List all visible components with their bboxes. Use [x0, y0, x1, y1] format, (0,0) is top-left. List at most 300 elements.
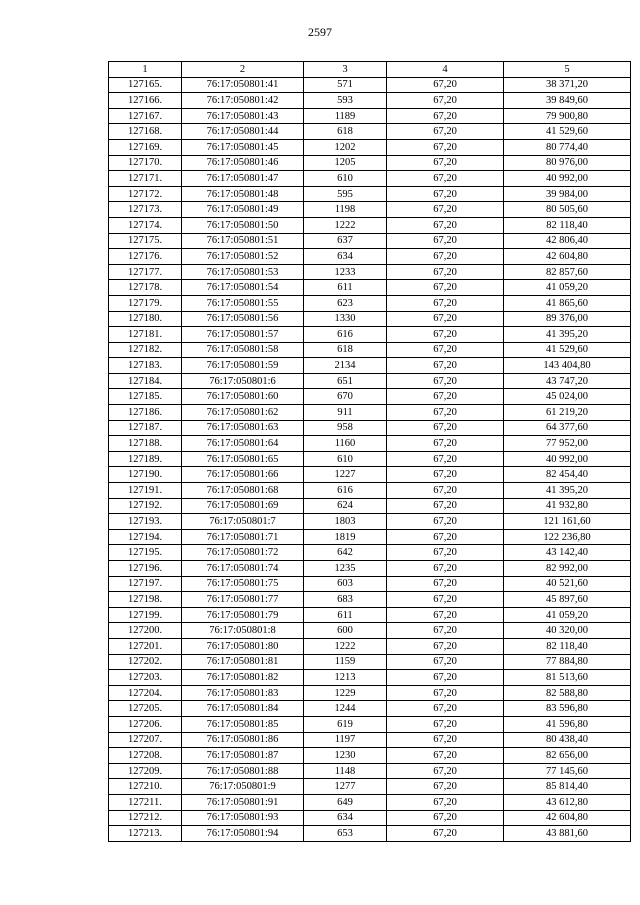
cadastral-number-cell: 76:17:050801:81 — [182, 654, 304, 670]
area-cell: 624 — [304, 498, 387, 514]
area-cell: 1197 — [304, 732, 387, 748]
row-number-cell: 127181. — [109, 327, 182, 343]
rate-cell: 67,20 — [387, 451, 504, 467]
row-number-cell: 127210. — [109, 779, 182, 795]
rate-cell: 67,20 — [387, 202, 504, 218]
value-cell: 77 145,60 — [504, 763, 631, 779]
cadastral-number-cell: 76:17:050801:63 — [182, 420, 304, 436]
table-row — [109, 623, 631, 639]
row-number-cell: 127211. — [109, 794, 182, 810]
value-cell: 43 612,80 — [504, 794, 631, 810]
rate-cell: 67,20 — [387, 638, 504, 654]
rate-cell: 67,20 — [387, 529, 504, 545]
rate-cell: 67,20 — [387, 311, 504, 327]
rate-cell: 67,20 — [387, 810, 504, 826]
cadastral-number-cell: 76:17:050801:83 — [182, 685, 304, 701]
cadastral-number-cell: 76:17:050801:57 — [182, 327, 304, 343]
cadastral-number-cell: 76:17:050801:56 — [182, 311, 304, 327]
table-row — [109, 545, 631, 561]
cadastral-number-cell: 76:17:050801:85 — [182, 716, 304, 732]
table-row — [109, 763, 631, 779]
value-cell: 41 395,20 — [504, 483, 631, 499]
area-cell: 600 — [304, 623, 387, 639]
column-header-1: 1 — [109, 62, 182, 78]
cadastral-number-cell: 76:17:050801:65 — [182, 451, 304, 467]
cadastral-number-cell: 76:17:050801:52 — [182, 249, 304, 265]
table-row — [109, 327, 631, 343]
table-row — [109, 93, 631, 109]
cadastral-number-cell: 76:17:050801:86 — [182, 732, 304, 748]
cadastral-number-cell: 76:17:050801:8 — [182, 623, 304, 639]
value-cell: 77 884,80 — [504, 654, 631, 670]
rate-cell: 67,20 — [387, 654, 504, 670]
row-number-cell: 127205. — [109, 701, 182, 717]
area-cell: 611 — [304, 280, 387, 296]
rate-cell: 67,20 — [387, 763, 504, 779]
value-cell: 43 881,60 — [504, 826, 631, 842]
cadastral-number-cell: 76:17:050801:74 — [182, 561, 304, 577]
table-row — [109, 483, 631, 499]
table-row — [109, 264, 631, 280]
rate-cell: 67,20 — [387, 607, 504, 623]
area-cell: 1277 — [304, 779, 387, 795]
rate-cell: 67,20 — [387, 826, 504, 842]
table-row — [109, 420, 631, 436]
area-cell: 651 — [304, 373, 387, 389]
area-cell: 958 — [304, 420, 387, 436]
value-cell: 45 024,00 — [504, 389, 631, 405]
rate-cell: 67,20 — [387, 373, 504, 389]
table-row — [109, 701, 631, 717]
rate-cell: 67,20 — [387, 732, 504, 748]
table-row — [109, 233, 631, 249]
table-row — [109, 748, 631, 764]
table-row — [109, 498, 631, 514]
rate-cell: 67,20 — [387, 514, 504, 530]
area-cell: 911 — [304, 405, 387, 421]
value-cell: 41 865,60 — [504, 295, 631, 311]
area-cell: 1244 — [304, 701, 387, 717]
value-cell: 41 529,60 — [504, 124, 631, 140]
area-cell: 2134 — [304, 358, 387, 374]
area-cell: 670 — [304, 389, 387, 405]
cadastral-number-cell: 76:17:050801:58 — [182, 342, 304, 358]
value-cell: 82 118,40 — [504, 638, 631, 654]
column-header-2: 2 — [182, 62, 304, 78]
rate-cell: 67,20 — [387, 108, 504, 124]
rate-cell: 67,20 — [387, 592, 504, 608]
table-row — [109, 186, 631, 202]
table-row — [109, 342, 631, 358]
rate-cell: 67,20 — [387, 77, 504, 93]
rate-cell: 67,20 — [387, 217, 504, 233]
cadastral-number-cell: 76:17:050801:75 — [182, 576, 304, 592]
value-cell: 41 059,20 — [504, 607, 631, 623]
value-cell: 83 596,80 — [504, 701, 631, 717]
value-cell: 40 320,00 — [504, 623, 631, 639]
area-cell: 683 — [304, 592, 387, 608]
row-number-cell: 127192. — [109, 498, 182, 514]
header-row — [109, 62, 631, 78]
column-header-4: 4 — [387, 62, 504, 78]
rate-cell: 67,20 — [387, 264, 504, 280]
value-cell: 82 118,40 — [504, 217, 631, 233]
table-row — [109, 405, 631, 421]
rate-cell: 67,20 — [387, 389, 504, 405]
table-row — [109, 638, 631, 654]
value-cell: 122 236,80 — [504, 529, 631, 545]
row-number-cell: 127186. — [109, 405, 182, 421]
row-number-cell: 127203. — [109, 670, 182, 686]
rate-cell: 67,20 — [387, 623, 504, 639]
row-number-cell: 127166. — [109, 93, 182, 109]
value-cell: 42 604,80 — [504, 810, 631, 826]
value-cell: 42 806,40 — [504, 233, 631, 249]
value-cell: 43 747,20 — [504, 373, 631, 389]
cadastral-number-cell: 76:17:050801:7 — [182, 514, 304, 530]
value-cell: 40 521,60 — [504, 576, 631, 592]
table-row — [109, 358, 631, 374]
table-row — [109, 576, 631, 592]
cadastral-number-cell: 76:17:050801:69 — [182, 498, 304, 514]
value-cell: 80 505,60 — [504, 202, 631, 218]
rate-cell: 67,20 — [387, 327, 504, 343]
value-cell: 79 900,80 — [504, 108, 631, 124]
rate-cell: 67,20 — [387, 358, 504, 374]
cadastral-number-cell: 76:17:050801:87 — [182, 748, 304, 764]
value-cell: 61 219,20 — [504, 405, 631, 421]
area-cell: 637 — [304, 233, 387, 249]
table-row — [109, 280, 631, 296]
value-cell: 38 371,20 — [504, 77, 631, 93]
table-header — [109, 62, 631, 78]
row-number-cell: 127195. — [109, 545, 182, 561]
table-row — [109, 217, 631, 233]
area-cell: 1803 — [304, 514, 387, 530]
row-number-cell: 127208. — [109, 748, 182, 764]
area-cell: 1148 — [304, 763, 387, 779]
cadastral-number-cell: 76:17:050801:88 — [182, 763, 304, 779]
area-cell: 1159 — [304, 654, 387, 670]
rate-cell: 67,20 — [387, 405, 504, 421]
value-cell: 40 992,00 — [504, 451, 631, 467]
area-cell: 1229 — [304, 685, 387, 701]
row-number-cell: 127209. — [109, 763, 182, 779]
column-header-5: 5 — [504, 62, 631, 78]
value-cell: 81 513,60 — [504, 670, 631, 686]
table-row — [109, 514, 631, 530]
cadastral-number-cell: 76:17:050801:84 — [182, 701, 304, 717]
table-row — [109, 810, 631, 826]
row-number-cell: 127199. — [109, 607, 182, 623]
value-cell: 80 976,00 — [504, 155, 631, 171]
table-row — [109, 124, 631, 140]
value-cell: 82 992,00 — [504, 561, 631, 577]
table-row — [109, 826, 631, 842]
row-number-cell: 127168. — [109, 124, 182, 140]
table-row — [109, 451, 631, 467]
table-row — [109, 670, 631, 686]
table-row — [109, 794, 631, 810]
row-number-cell: 127179. — [109, 295, 182, 311]
cadastral-number-cell: 76:17:050801:9 — [182, 779, 304, 795]
rate-cell: 67,20 — [387, 779, 504, 795]
row-number-cell: 127172. — [109, 186, 182, 202]
cadastral-number-cell: 76:17:050801:80 — [182, 638, 304, 654]
row-number-cell: 127204. — [109, 685, 182, 701]
cadastral-number-cell: 76:17:050801:60 — [182, 389, 304, 405]
cadastral-number-cell: 76:17:050801:47 — [182, 171, 304, 187]
cadastral-number-cell: 76:17:050801:91 — [182, 794, 304, 810]
row-number-cell: 127171. — [109, 171, 182, 187]
value-cell: 41 059,20 — [504, 280, 631, 296]
rate-cell: 67,20 — [387, 249, 504, 265]
value-cell: 64 377,60 — [504, 420, 631, 436]
row-number-cell: 127200. — [109, 623, 182, 639]
cadastral-number-cell: 76:17:050801:79 — [182, 607, 304, 623]
table-row — [109, 529, 631, 545]
row-number-cell: 127170. — [109, 155, 182, 171]
cadastral-number-cell: 76:17:050801:94 — [182, 826, 304, 842]
area-cell: 1160 — [304, 436, 387, 452]
area-cell: 1189 — [304, 108, 387, 124]
cadastral-number-cell: 76:17:050801:54 — [182, 280, 304, 296]
cadastral-number-cell: 76:17:050801:43 — [182, 108, 304, 124]
cadastral-number-cell: 76:17:050801:53 — [182, 264, 304, 280]
area-cell: 619 — [304, 716, 387, 732]
area-cell: 1202 — [304, 139, 387, 155]
area-cell: 653 — [304, 826, 387, 842]
value-cell: 121 161,60 — [504, 514, 631, 530]
table-row — [109, 732, 631, 748]
value-cell: 89 376,00 — [504, 311, 631, 327]
row-number-cell: 127189. — [109, 451, 182, 467]
cadastral-number-cell: 76:17:050801:46 — [182, 155, 304, 171]
table-row — [109, 108, 631, 124]
value-cell: 85 814,40 — [504, 779, 631, 795]
table-row — [109, 592, 631, 608]
table-row — [109, 654, 631, 670]
rate-cell: 67,20 — [387, 155, 504, 171]
row-number-cell: 127184. — [109, 373, 182, 389]
row-number-cell: 127188. — [109, 436, 182, 452]
rate-cell: 67,20 — [387, 561, 504, 577]
area-cell: 634 — [304, 249, 387, 265]
area-cell: 1330 — [304, 311, 387, 327]
area-cell: 1819 — [304, 529, 387, 545]
value-cell: 41 932,80 — [504, 498, 631, 514]
area-cell: 595 — [304, 186, 387, 202]
table-row — [109, 716, 631, 732]
table-row — [109, 311, 631, 327]
value-cell: 80 438,40 — [504, 732, 631, 748]
cadastral-number-cell: 76:17:050801:66 — [182, 467, 304, 483]
value-cell: 41 596,80 — [504, 716, 631, 732]
value-cell: 39 849,60 — [504, 93, 631, 109]
rate-cell: 67,20 — [387, 467, 504, 483]
area-cell: 649 — [304, 794, 387, 810]
rate-cell: 67,20 — [387, 436, 504, 452]
cadastral-number-cell: 76:17:050801:41 — [182, 77, 304, 93]
rate-cell: 67,20 — [387, 295, 504, 311]
rate-cell: 67,20 — [387, 685, 504, 701]
cadastral-number-cell: 76:17:050801:51 — [182, 233, 304, 249]
cadastral-number-cell: 76:17:050801:71 — [182, 529, 304, 545]
area-cell: 634 — [304, 810, 387, 826]
area-cell: 610 — [304, 451, 387, 467]
table-row — [109, 467, 631, 483]
row-number-cell: 127213. — [109, 826, 182, 842]
area-cell: 618 — [304, 342, 387, 358]
value-cell: 80 774,40 — [504, 139, 631, 155]
row-number-cell: 127185. — [109, 389, 182, 405]
area-cell: 571 — [304, 77, 387, 93]
row-number-cell: 127207. — [109, 732, 182, 748]
rate-cell: 67,20 — [387, 576, 504, 592]
area-cell: 1230 — [304, 748, 387, 764]
area-cell: 642 — [304, 545, 387, 561]
row-number-cell: 127196. — [109, 561, 182, 577]
registry-table — [108, 61, 631, 842]
row-number-cell: 127178. — [109, 280, 182, 296]
rate-cell: 67,20 — [387, 139, 504, 155]
rate-cell: 67,20 — [387, 233, 504, 249]
rate-cell: 67,20 — [387, 748, 504, 764]
table-row — [109, 373, 631, 389]
area-cell: 618 — [304, 124, 387, 140]
table-row — [109, 561, 631, 577]
area-cell: 593 — [304, 93, 387, 109]
row-number-cell: 127173. — [109, 202, 182, 218]
row-number-cell: 127187. — [109, 420, 182, 436]
table-row — [109, 249, 631, 265]
rate-cell: 67,20 — [387, 498, 504, 514]
area-cell: 1233 — [304, 264, 387, 280]
area-cell: 616 — [304, 483, 387, 499]
table-row — [109, 295, 631, 311]
value-cell: 40 992,00 — [504, 171, 631, 187]
area-cell: 623 — [304, 295, 387, 311]
value-cell: 41 529,60 — [504, 342, 631, 358]
row-number-cell: 127182. — [109, 342, 182, 358]
rate-cell: 67,20 — [387, 124, 504, 140]
area-cell: 610 — [304, 171, 387, 187]
cadastral-number-cell: 76:17:050801:72 — [182, 545, 304, 561]
area-cell: 1227 — [304, 467, 387, 483]
row-number-cell: 127190. — [109, 467, 182, 483]
row-number-cell: 127201. — [109, 638, 182, 654]
cadastral-number-cell: 76:17:050801:44 — [182, 124, 304, 140]
rate-cell: 67,20 — [387, 794, 504, 810]
row-number-cell: 127194. — [109, 529, 182, 545]
area-cell: 603 — [304, 576, 387, 592]
area-cell: 1222 — [304, 638, 387, 654]
row-number-cell: 127191. — [109, 483, 182, 499]
value-cell: 82 656,00 — [504, 748, 631, 764]
rate-cell: 67,20 — [387, 716, 504, 732]
rate-cell: 67,20 — [387, 93, 504, 109]
rate-cell: 67,20 — [387, 171, 504, 187]
cadastral-number-cell: 76:17:050801:49 — [182, 202, 304, 218]
row-number-cell: 127174. — [109, 217, 182, 233]
cadastral-number-cell: 76:17:050801:48 — [182, 186, 304, 202]
value-cell: 41 395,20 — [504, 327, 631, 343]
row-number-cell: 127169. — [109, 139, 182, 155]
column-header-3: 3 — [304, 62, 387, 78]
value-cell: 82 454,40 — [504, 467, 631, 483]
row-number-cell: 127198. — [109, 592, 182, 608]
rate-cell: 67,20 — [387, 420, 504, 436]
table-body — [109, 77, 631, 841]
row-number-cell: 127193. — [109, 514, 182, 530]
area-cell: 1213 — [304, 670, 387, 686]
table-row — [109, 436, 631, 452]
table-row — [109, 202, 631, 218]
area-cell: 611 — [304, 607, 387, 623]
page-number: 2597 — [308, 25, 332, 39]
cadastral-number-cell: 76:17:050801:6 — [182, 373, 304, 389]
rate-cell: 67,20 — [387, 186, 504, 202]
row-number-cell: 127165. — [109, 77, 182, 93]
table-row — [109, 607, 631, 623]
value-cell: 143 404,80 — [504, 358, 631, 374]
rate-cell: 67,20 — [387, 545, 504, 561]
area-cell: 1235 — [304, 561, 387, 577]
area-cell: 1222 — [304, 217, 387, 233]
rate-cell: 67,20 — [387, 670, 504, 686]
cadastral-number-cell: 76:17:050801:55 — [182, 295, 304, 311]
cadastral-number-cell: 76:17:050801:93 — [182, 810, 304, 826]
row-number-cell: 127197. — [109, 576, 182, 592]
row-number-cell: 127183. — [109, 358, 182, 374]
cadastral-number-cell: 76:17:050801:77 — [182, 592, 304, 608]
value-cell: 43 142,40 — [504, 545, 631, 561]
row-number-cell: 127212. — [109, 810, 182, 826]
table-row — [109, 389, 631, 405]
table-row — [109, 779, 631, 795]
table-row — [109, 77, 631, 93]
row-number-cell: 127167. — [109, 108, 182, 124]
cadastral-number-cell: 76:17:050801:45 — [182, 139, 304, 155]
value-cell: 42 604,80 — [504, 249, 631, 265]
row-number-cell: 127202. — [109, 654, 182, 670]
cadastral-number-cell: 76:17:050801:62 — [182, 405, 304, 421]
table-row — [109, 155, 631, 171]
cadastral-number-cell: 76:17:050801:64 — [182, 436, 304, 452]
rate-cell: 67,20 — [387, 483, 504, 499]
row-number-cell: 127176. — [109, 249, 182, 265]
cadastral-number-cell: 76:17:050801:82 — [182, 670, 304, 686]
row-number-cell: 127175. — [109, 233, 182, 249]
row-number-cell: 127180. — [109, 311, 182, 327]
value-cell: 39 984,00 — [504, 186, 631, 202]
cadastral-number-cell: 76:17:050801:50 — [182, 217, 304, 233]
rate-cell: 67,20 — [387, 280, 504, 296]
cadastral-number-cell: 76:17:050801:42 — [182, 93, 304, 109]
row-number-cell: 127206. — [109, 716, 182, 732]
rate-cell: 67,20 — [387, 342, 504, 358]
area-cell: 1198 — [304, 202, 387, 218]
area-cell: 1205 — [304, 155, 387, 171]
rate-cell: 67,20 — [387, 701, 504, 717]
value-cell: 45 897,60 — [504, 592, 631, 608]
area-cell: 616 — [304, 327, 387, 343]
table-row — [109, 685, 631, 701]
cadastral-number-cell: 76:17:050801:59 — [182, 358, 304, 374]
table-row — [109, 171, 631, 187]
value-cell: 82 857,60 — [504, 264, 631, 280]
value-cell: 82 588,80 — [504, 685, 631, 701]
